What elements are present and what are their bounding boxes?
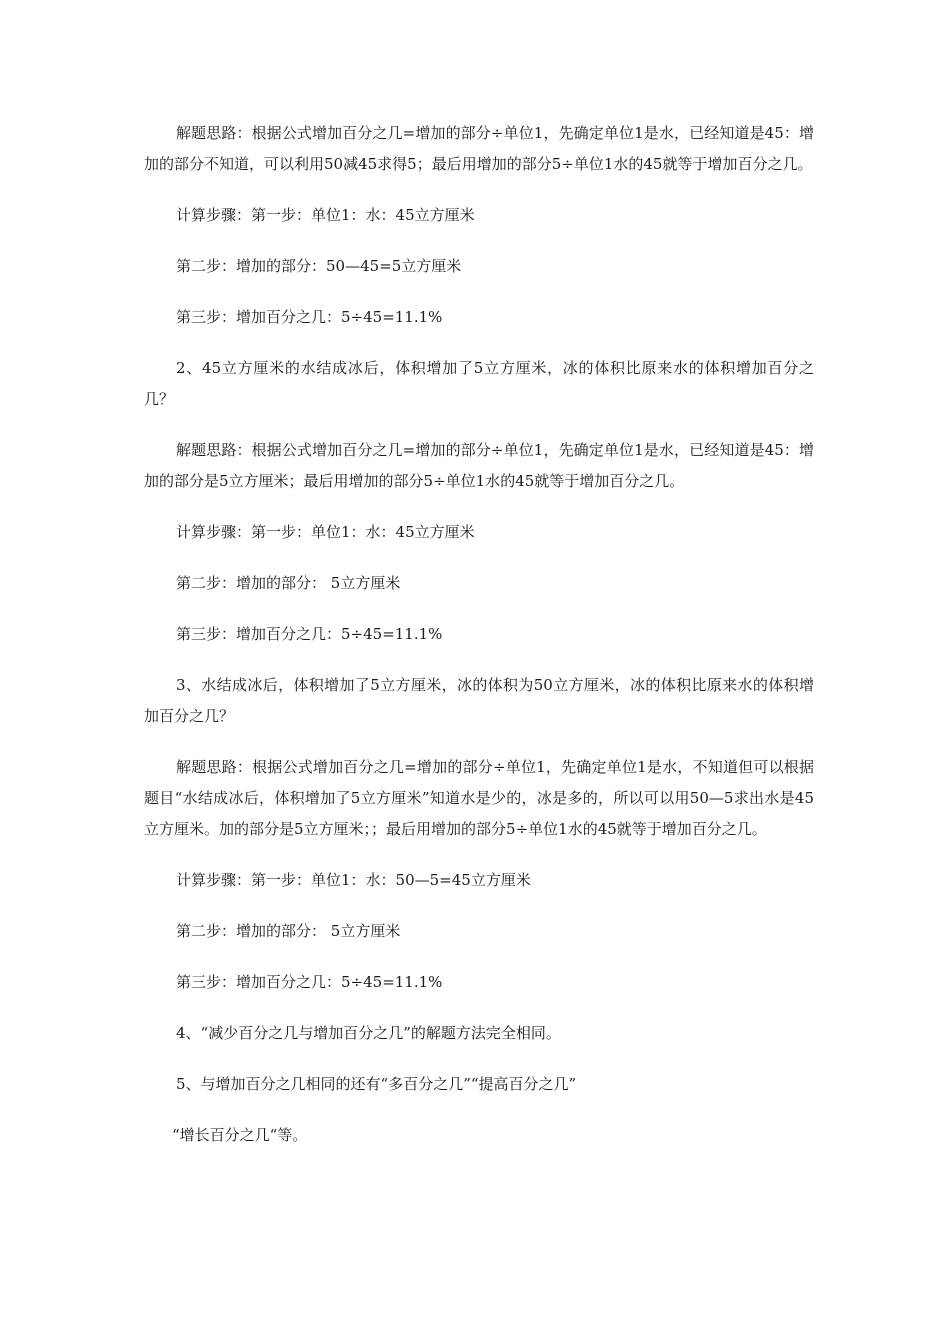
paragraph-calc-step-3b: 第三步：增加百分之几：5÷45=11.1%: [176, 625, 443, 643]
paragraph-calc-step-1: 计算步骤：第一步：单位1：水：45立方厘米: [176, 206, 475, 224]
paragraph-solution-idea-2: 解题思路：根据公式增加百分之几=增加的部分÷单位1，先确定单位1是水，已经知道是45：增加的部分是5立方厘米；最后用增加的部分5÷单位1水的45就等于增加百分之几。: [144, 441, 814, 490]
paragraph-note-5-continued: “增长百分之几“等。: [172, 1126, 308, 1144]
paragraph-calc-step-1b: 计算步骤：第一步：单位1：水：45立方厘米: [176, 523, 475, 541]
paragraph-solution-idea-3: 解题思路：根据公式增加百分之几=增加的部分÷单位1，先确定单位1是水，不知道但可以根据题目“水结成冰后，体积增加了5立方厘米”知道水是少的，冰是多的，所以可以用50—5求出水是45立方厘米。加的部分是5立方厘米；；最后用增加的部分5÷单位1水的45就等于增加百分之几。: [144, 758, 814, 838]
paragraph-question-2: 2、45立方厘米的水结成冰后，体积增加了5立方厘米，冰的体积比原来水的体积增加百分之几？: [144, 359, 814, 408]
paragraph-solution-idea-1: 解题思路：根据公式增加百分之几=增加的部分÷单位1，先确定单位1是水，已经知道是45：增加的部分不知道，可以利用50减45求得5；最后用增加的部分5÷单位1水的45就等于增加百分之几。: [144, 124, 814, 173]
paragraph-calc-step-2c: 第二步：增加的部分： 5立方厘米: [176, 922, 401, 940]
document-body: [144, 118, 814, 1171]
paragraph-calc-step-3c: 第三步：增加百分之几：5÷45=11.1%: [176, 973, 443, 991]
paragraph-question-3: 3、水结成冰后，体积增加了5立方厘米，冰的体积为50立方厘米，冰的体积比原来水的体积增加百分之几？: [144, 676, 814, 725]
paragraph-calc-step-2b: 第二步：增加的部分： 5立方厘米: [176, 574, 401, 592]
paragraph-calc-step-1c: 计算步骤：第一步：单位1：水：50—5=45立方厘米: [176, 871, 531, 889]
paragraph-calc-step-2: 第二步：增加的部分：50—45=5立方厘米: [176, 257, 462, 275]
paragraph-calc-step-3: 第三步：增加百分之几：5÷45=11.1%: [176, 308, 443, 326]
paragraph-note-4: 4、“减少百分之几与增加百分之几”的解题方法完全相同。: [176, 1024, 561, 1042]
paragraph-note-5: 5、与增加百分之几相同的还有“多百分之几”“提高百分之几”: [176, 1075, 577, 1093]
